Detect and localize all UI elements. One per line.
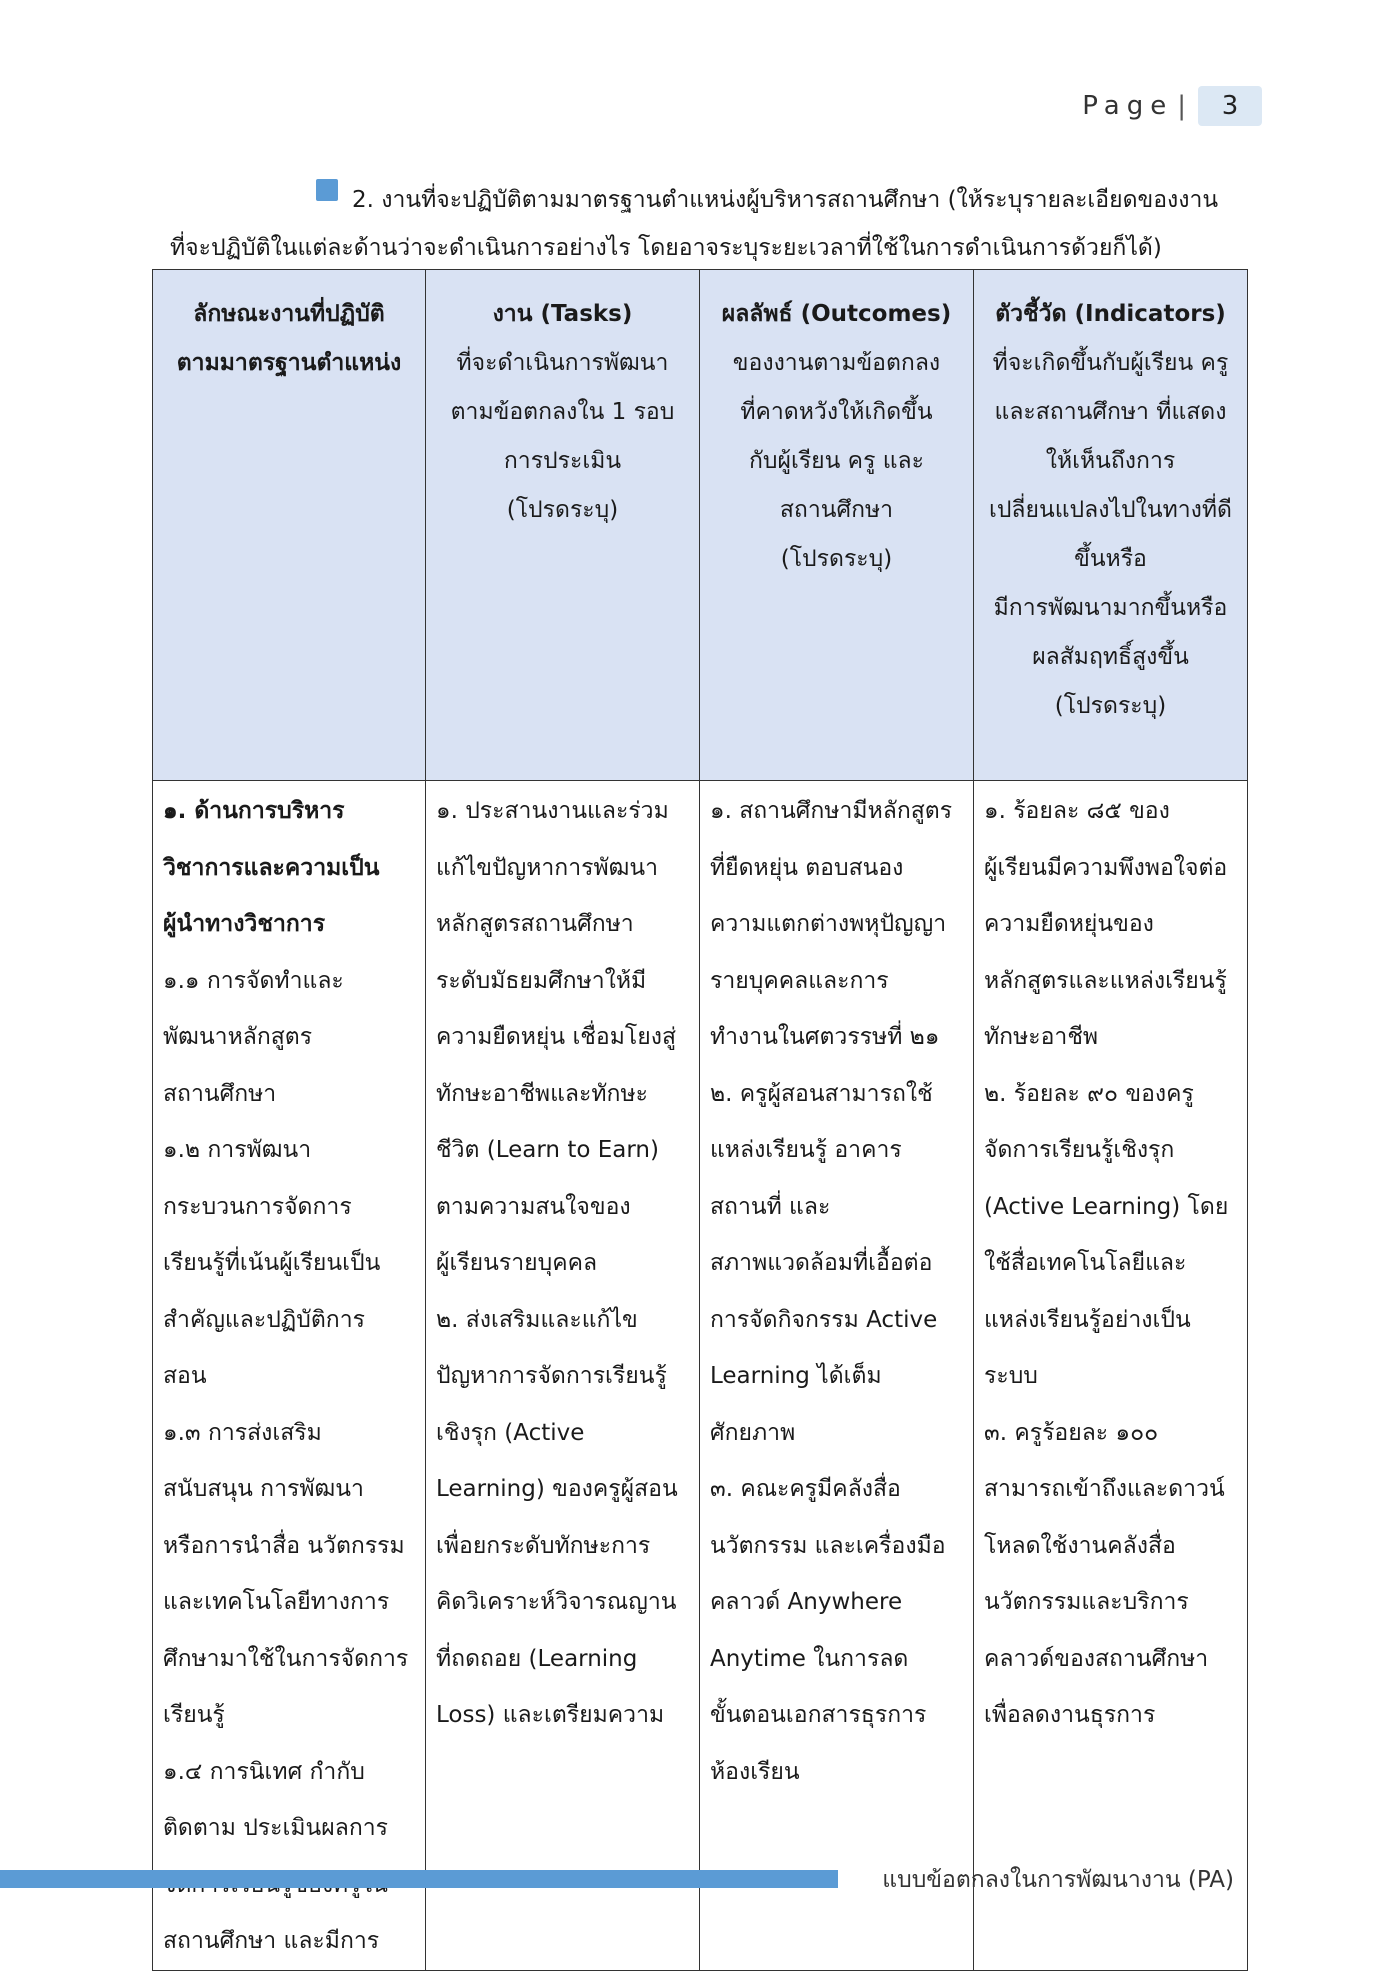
cell-text-line: สถานที่ และ <box>709 1193 831 1220</box>
header-cell <box>425 270 699 781</box>
cell-text-line: ตามความสนใจของ <box>435 1193 631 1220</box>
cell-text-line: Learning) ของครูผู้สอน <box>435 1476 678 1502</box>
cell-text-line: Learning ได้เต็ม <box>709 1363 882 1389</box>
cell-text-line: แหล่งเรียนรู้ อาคาร <box>709 1137 902 1163</box>
cell-text-line: แหล่งเรียนรู้อย่างเป็น <box>983 1306 1191 1333</box>
header-desc-line: ที่จะเกิดขึ้นกับผู้เรียน ครู <box>992 350 1229 376</box>
cell-text-line: เพื่อลดงานธุรการ <box>983 1702 1156 1728</box>
cell-text-line: ใช้สื่อเทคโนโลยีและ <box>983 1250 1187 1276</box>
cell-text-line: ๓. คณะครูมีคลังสื่อ <box>709 1476 901 1502</box>
cell-text-line: เชิงรุก (Active <box>435 1419 585 1446</box>
table-header-row <box>153 270 1248 781</box>
cell-text-line: ๑.๔ การนิเทศ กำกับ <box>163 1758 365 1785</box>
section-intro <box>170 176 1230 272</box>
footer-accent-bar <box>0 1870 838 1888</box>
intro-text-1: 2. งานที่จะปฏิบัติตามมาตรฐานตำแหน่งผู้บริหารสถานศึกษา (ให้ระบุรายละเอียดของงาน <box>352 187 1219 213</box>
cell-text-line: ความแตกต่างพหุปัญญา <box>709 911 947 937</box>
header-desc-line: ขึ้นหรือ <box>1074 546 1147 572</box>
cell-text-line: ผู้นำทางวิชาการ <box>163 911 326 937</box>
header-desc-line: เปลี่ยนแปลงไปในทางที่ดี <box>988 497 1232 523</box>
header-desc-line: ที่จะดำเนินการพัฒนา <box>456 350 669 376</box>
cell-text-line: หรือการนำสื่อ นวัตกรรม <box>163 1532 405 1559</box>
cell-text-line: ที่ยืดหยุ่น ตอบสนอง <box>709 854 904 881</box>
header-title-line: งาน (Tasks) <box>492 301 633 327</box>
cell-text-line: พัฒนาหลักสูตร <box>163 1024 313 1050</box>
cell-text-line: วิชาการและความเป็น <box>163 854 380 881</box>
cell-text-line: เรียนรู้ <box>163 1702 225 1728</box>
header-desc-line: ที่คาดหวังให้เกิดขึ้น <box>740 399 933 425</box>
cell-text-line: สภาพแวดล้อมที่เอื้อต่อ <box>709 1250 933 1276</box>
cell-text-line: Anytime ในการลด <box>709 1645 909 1672</box>
cell-text-line: โหลดใช้งานคลังสื่อ <box>983 1532 1176 1559</box>
header-desc-line: (โปรดระบุ) <box>780 546 893 572</box>
cell-text-line: สถานศึกษา <box>163 1080 277 1107</box>
cell-text-line: ผู้เรียนรายบุคคล <box>435 1250 598 1276</box>
cell-text-line: หลักสูตรสถานศึกษา <box>435 911 634 937</box>
cell-text-line: ๑. ด้านการบริหาร <box>163 798 345 824</box>
header-desc-line: สถานศึกษา <box>779 497 894 523</box>
cell-text-line: จัดการเรียนรู้เชิงรุก <box>983 1137 1175 1163</box>
cell-text-line: สำคัญและปฏิบัติการ <box>163 1306 365 1333</box>
cell-text-line: ศึกษามาใช้ในการจัดการ <box>163 1645 409 1672</box>
cell-text-line: การจัดกิจกรรม Active <box>709 1306 938 1333</box>
header-title-line: ผลลัพธ์ (Outcomes) <box>721 301 952 327</box>
cell-text-line: ๒. ส่งเสริมและแก้ไข <box>435 1306 638 1333</box>
header-cell <box>699 270 973 781</box>
cell-text-line: เพื่อยกระดับทักษะการ <box>435 1532 651 1559</box>
cell-text-line: ผู้เรียนมีความพึงพอใจต่อ <box>983 854 1228 881</box>
header-desc-line: การประเมิน <box>503 448 622 474</box>
cell-text-line: ความยืดหยุ่นของ <box>983 911 1154 937</box>
cell-text-line: ๑. ร้อยละ ๘๕ ของ <box>983 798 1170 824</box>
footer-title: แบบข้อตกลงในการพัฒนางาน (PA) <box>882 1867 1234 1893</box>
cell-text-line: ห้องเรียน <box>709 1758 800 1785</box>
table-row <box>153 781 1248 1971</box>
cell-text-line: นวัตกรรม และเครื่องมือ <box>709 1532 946 1559</box>
cell-text-line: ติดตาม ประเมินผลการ <box>163 1815 389 1841</box>
header-title-line: ตามมาตรฐานตำแหน่ง <box>176 350 402 376</box>
cell-text-line: ๑.๓ การส่งเสริม <box>163 1419 322 1446</box>
header-desc-line: มีการพัฒนามากขึ้นหรือ <box>993 595 1228 621</box>
tasks-table <box>152 269 1248 1971</box>
page-header <box>1082 86 1262 126</box>
header-title-line: ลักษณะงานที่ปฏิบัติ <box>193 301 385 327</box>
cell-text-line: รายบุคคลและการ <box>709 967 889 994</box>
cell-text-line: ที่ถดถอย (Learning <box>435 1645 638 1672</box>
cell-text-line: ๑. สถานศึกษามีหลักสูตร <box>709 798 953 824</box>
page-number: 3 <box>1198 86 1262 126</box>
cell-text-line: และเทคโนโลยีทางการ <box>163 1589 390 1615</box>
cell-text-line: เรียนรู้ที่เน้นผู้เรียนเป็น <box>163 1250 381 1276</box>
cell-text-line: สามารถเข้าถึงและดาวน์ <box>983 1476 1225 1502</box>
header-cell <box>153 270 426 781</box>
cell-text-line: ๓. ครูร้อยละ ๑๐๐ <box>983 1419 1159 1446</box>
cell-outcomes <box>699 781 973 1971</box>
bullet-square-icon <box>316 179 338 201</box>
intro-line-1 <box>170 176 1230 224</box>
cell-text-line: ระดับมัธยมศึกษาให้มี <box>435 967 647 994</box>
cell-tasks <box>425 781 699 1971</box>
cell-text-line: ความยืดหยุ่น เชื่อมโยงสู่ <box>435 1024 676 1050</box>
cell-text-line: ๑. ประสานงานและร่วม <box>435 798 669 824</box>
cell-text-line: นวัตกรรมและบริการ <box>983 1589 1189 1615</box>
header-cell <box>973 270 1247 781</box>
header-desc-line: ผลสัมฤทธิ์สูงขึ้น <box>1032 644 1189 670</box>
header-desc-line: ตามข้อตกลงใน 1 รอบ <box>450 399 675 425</box>
cell-text-line: ระบบ <box>983 1363 1038 1389</box>
cell-text-line: ทักษะอาชีพและทักษะ <box>435 1080 648 1107</box>
cell-text-line: ศักยภาพ <box>709 1419 796 1446</box>
page-label: Page <box>1082 91 1174 121</box>
cell-text-line: สอน <box>163 1363 207 1389</box>
cell-text-line: หลักสูตรและแหล่งเรียนรู้ <box>983 967 1227 994</box>
header-title-line: ตัวชี้วัด (Indicators) <box>995 301 1226 327</box>
cell-text-line: คิดวิเคราะห์วิจารณญาน <box>435 1589 677 1615</box>
cell-text-line: ๒. ร้อยละ ๙๐ ของครู <box>983 1080 1194 1107</box>
header-desc-line: และสถานศึกษา ที่แสดง <box>994 399 1227 425</box>
cell-text-line: แก้ไขปัญหาการพัฒนา <box>435 854 659 881</box>
header-desc-line: ของงานตามข้อตกลง <box>732 350 941 376</box>
cell-text-line: ปัญหาการจัดการเรียนรู้ <box>435 1363 667 1389</box>
cell-text-line: คลาวด์ Anywhere <box>709 1589 903 1615</box>
cell-indicators <box>973 781 1247 1971</box>
header-desc-line: กับผู้เรียน ครู และ <box>748 448 925 474</box>
cell-text-line: ๑.๑ การจัดทำและ <box>163 967 344 994</box>
cell-text-line: ๒. ครูผู้สอนสามารถใช้ <box>709 1080 933 1107</box>
header-desc-line: (โปรดระบุ) <box>1054 693 1167 719</box>
cell-text-line: Loss) และเตรียมความ <box>435 1702 665 1728</box>
cell-text-line: คลาวด์ของสถานศึกษา <box>983 1645 1209 1672</box>
cell-text-line: สถานศึกษา และมีการ <box>163 1928 380 1954</box>
cell-text-line: ชีวิต (Learn to Earn) <box>435 1137 659 1163</box>
cell-text-line: (Active Learning) โดย <box>983 1193 1229 1220</box>
cell-text-line: ๑.๒ การพัฒนา <box>163 1137 312 1163</box>
header-desc-line: ให้เห็นถึงการ <box>1045 448 1176 474</box>
cell-text-line: สนับสนุน การพัฒนา <box>163 1476 364 1502</box>
cell-text-line: ทักษะอาชีพ <box>983 1024 1099 1050</box>
cell-text-line: กระบวนการจัดการ <box>163 1193 352 1220</box>
cell-text-line: ขั้นตอนเอกสารธุรการ <box>709 1702 927 1728</box>
cell-text-line: ทำงานในศตวรรษที่ ๒๑ <box>709 1024 940 1050</box>
page-separator: | <box>1177 91 1186 121</box>
cell-practice-area <box>153 781 426 1971</box>
intro-line-2: ที่จะปฏิบัติในแต่ละด้านว่าจะดำเนินการอย่างไร โดยอาจระบุระยะเวลาที่ใช้ในการดำเนินการด้วยก็ได้) <box>170 235 1162 261</box>
header-desc-line: (โปรดระบุ) <box>506 497 619 523</box>
